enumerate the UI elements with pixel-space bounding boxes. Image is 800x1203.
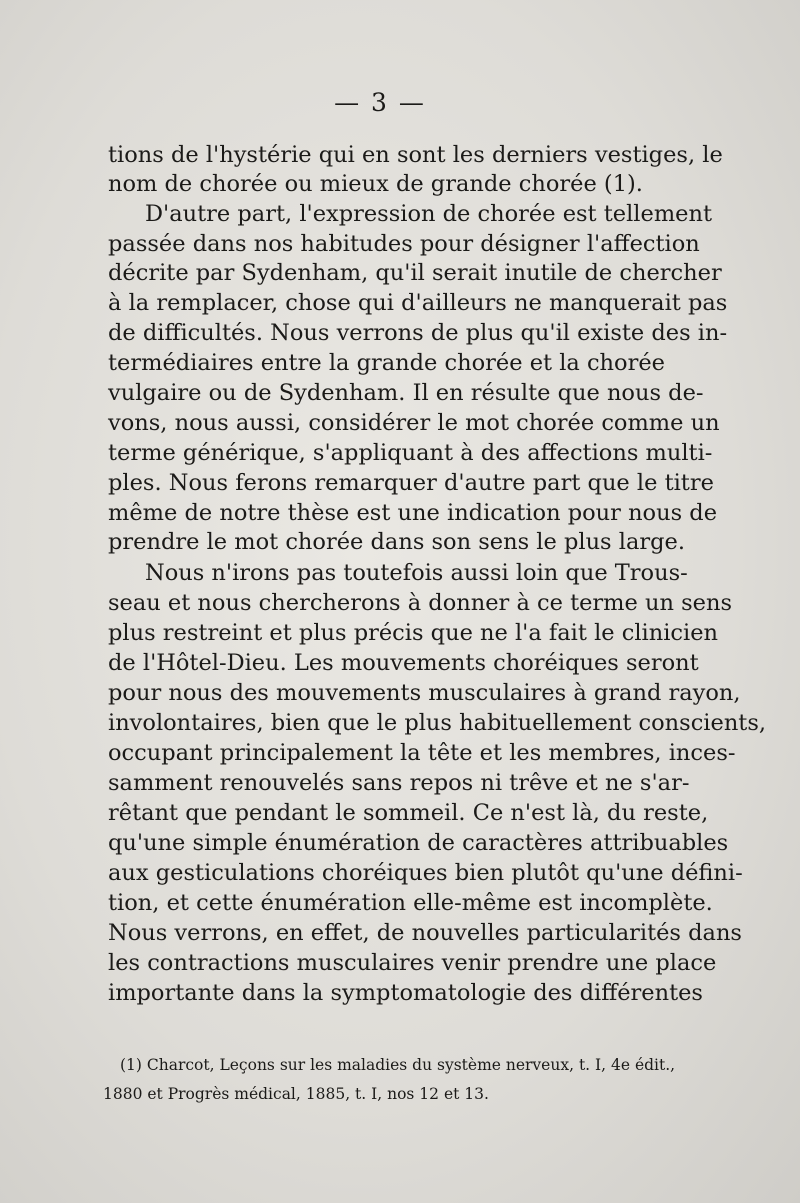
text-line: vons, nous aussi, considérer le mot chorée comme un <box>108 410 720 436</box>
text-line: de difficultés. Nous verrons de plus qu'il existe des in- <box>108 320 728 346</box>
text-line: ples. Nous ferons remarquer d'autre part que le titre <box>108 470 714 496</box>
text-line: terme générique, s'appliquant à des affections multi- <box>108 440 713 466</box>
text-line: occupant principalement la tête et les membres, inces- <box>108 740 736 766</box>
text-line: plus restreint et plus précis que ne l'a fait le clinicien <box>108 620 719 646</box>
text-line: rêtant que pendant le sommeil. Ce n'est là, du reste, <box>108 800 709 826</box>
text-line: prendre le mot chorée dans son sens le plus large. <box>108 529 685 555</box>
text-line: seau et nous chercherons à donner à ce terme un sens <box>108 590 733 616</box>
text-line: nom de chorée ou mieux de grande chorée (1). <box>108 171 643 197</box>
text-line: passée dans nos habitudes pour désigner l'affection <box>108 231 700 257</box>
text-line: les contractions musculaires venir prendre une place <box>108 950 717 976</box>
text-line: Nous verrons, en effet, de nouvelles particularités dans <box>108 920 742 946</box>
text-line: même de notre thèse est une indication pour nous de <box>108 500 718 526</box>
text-line: termédiaires entre la grande chorée et la chorée <box>108 350 665 376</box>
text-line: importante dans la symptomatologie des différentes <box>108 980 703 1006</box>
text-line: pour nous des mouvements musculaires à grand rayon, <box>108 680 741 706</box>
text-line: tions de l'hystérie qui en sont les derniers vestiges, le <box>108 142 723 168</box>
footnote-line: (1) Charcot, Leçons sur les maladies du système nerveux, t. I, 4e édit., <box>120 1056 676 1074</box>
text-line: samment renouvelés sans repos ni trêve et ne s'ar- <box>108 770 690 796</box>
text-line: aux gesticulations choréiques bien plutôt qu'une défini- <box>108 860 743 886</box>
text-line: qu'une simple énumération de caractères attribuables <box>108 830 729 856</box>
text-line: D'autre part, l'expression de chorée est tellement <box>145 201 713 227</box>
text-line: décrite par Sydenham, qu'il serait inutile de chercher <box>108 260 722 286</box>
text-line: de l'Hôtel-Dieu. Les mouvements choréiques seront <box>108 650 699 676</box>
text-line: Nous n'irons pas toutefois aussi loin que Trous- <box>145 560 688 586</box>
text-line: vulgaire ou de Sydenham. Il en résulte que nous de- <box>108 380 704 406</box>
text-line: à la remplacer, chose qui d'ailleurs ne manquerait pas <box>108 290 728 316</box>
footnote-line: 1880 et Progrès médical, 1885, t. I, nos 12 et 13. <box>103 1085 489 1103</box>
page-number: — 3 — <box>334 88 426 117</box>
text-line: tion, et cette énumération elle-même est incomplète. <box>108 890 713 916</box>
text-line: involontaires, bien que le plus habituellement conscients, <box>108 710 767 736</box>
